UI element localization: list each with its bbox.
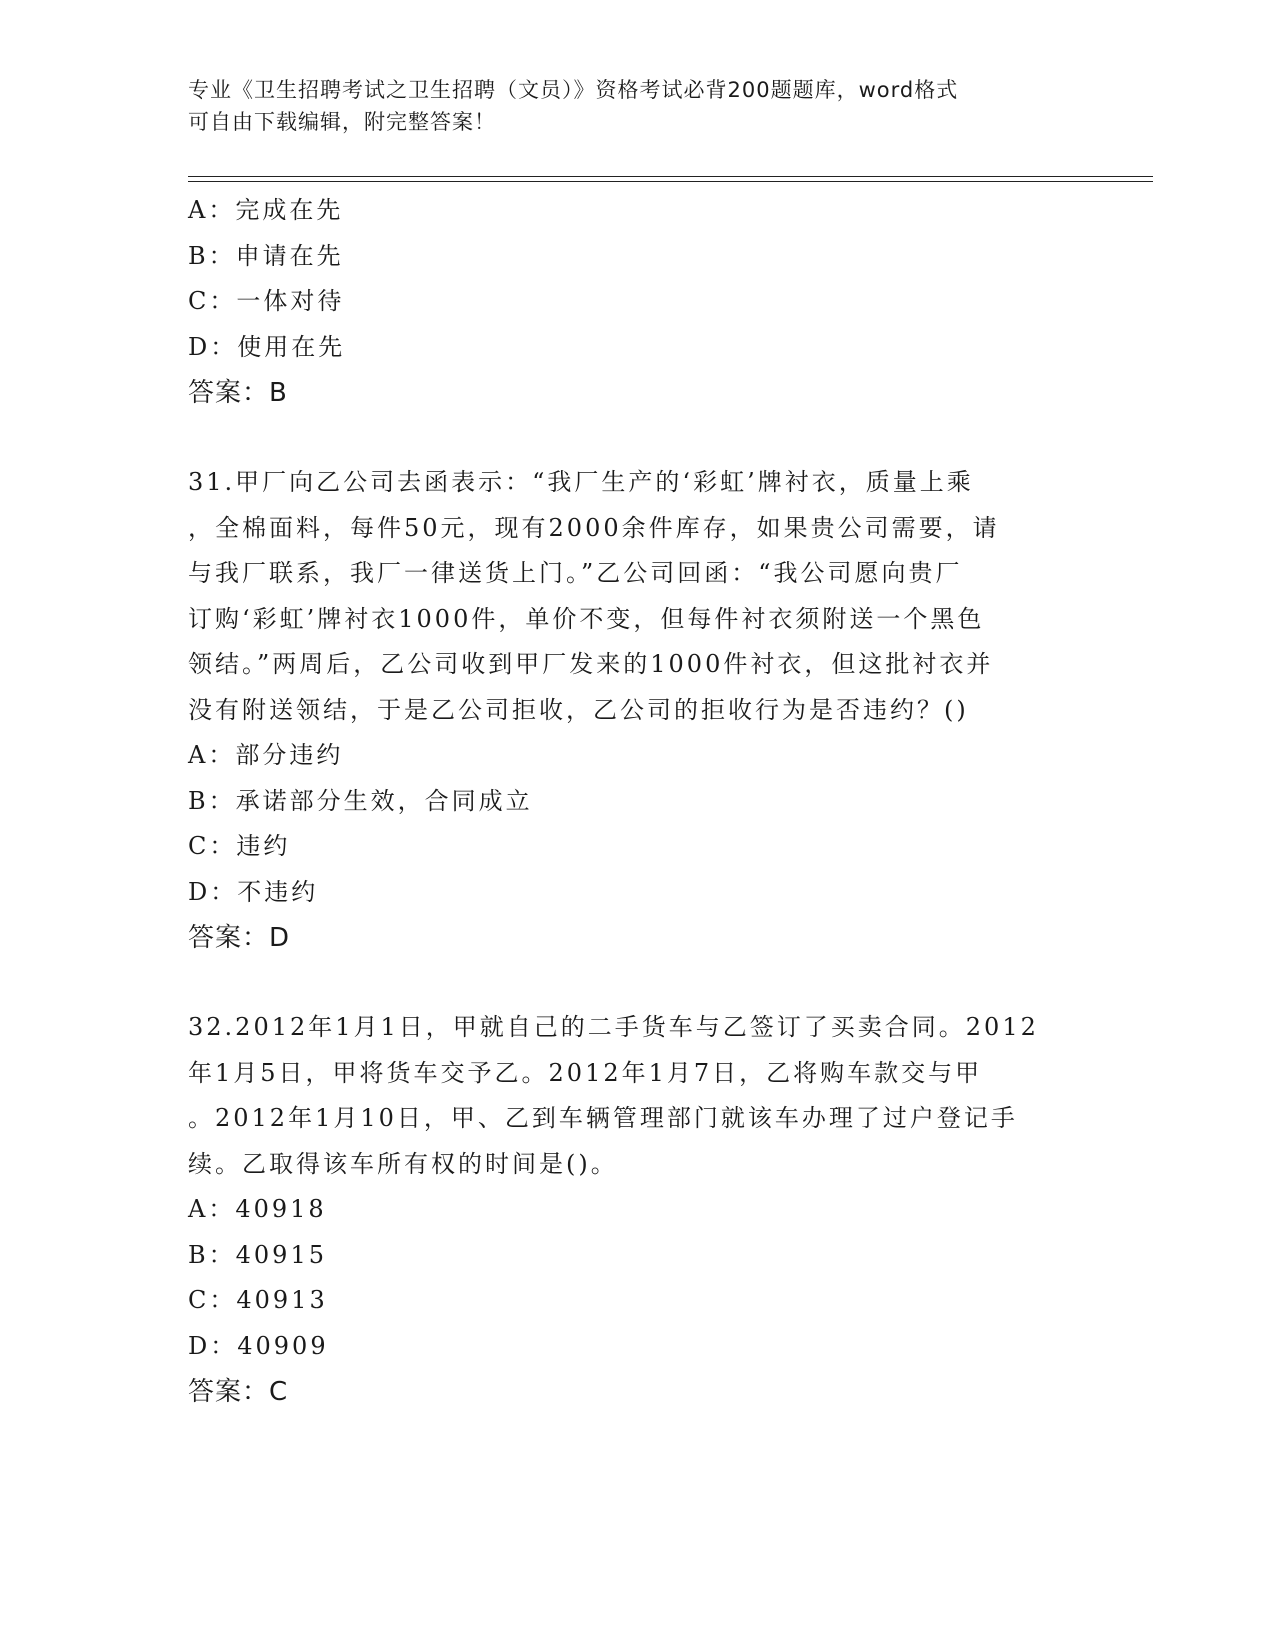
option-a: A：完成在先 [188,196,344,224]
document-body [188,188,1088,1415]
answer-line: 答案：D [188,923,291,953]
stem-line: 与我厂联系，我厂一律送货上门。”乙公司回函：“我公司愿向贵厂 [188,559,963,587]
option-b: B：申请在先 [188,241,344,270]
stem-line: 续。乙取得该车所有权的时间是()。 [188,1149,618,1178]
header-divider-top [188,176,1153,177]
answer-line: 答案：C [188,1377,289,1407]
header-divider-bottom [188,181,1153,182]
stem-line: 订购‘彩虹’牌衬衣1000件，单价不变，但每件衬衣须附送一个黑色 [188,604,985,633]
stem-line: 年1月5日，甲将货车交予乙。2012年1月7日，乙将购车款交与甲 [188,1058,983,1087]
option-a: A：40918 [188,1195,327,1223]
option-d: D：使用在先 [188,332,346,361]
option-c: C：40913 [188,1286,328,1314]
question-stem [188,460,1088,733]
stem-line: 31.甲厂向乙公司去函表示：“我厂生产的‘彩虹’牌衬衣，质量上乘 [188,468,974,496]
question-32 [188,1005,1088,1415]
stem-line: 。2012年1月10日，甲、乙到车辆管理部门就该车办理了过户登记手 [188,1104,1018,1132]
option-b: B：承诺部分生效，合同成立 [188,786,533,815]
stem-line: 领结。”两周后，乙公司收到甲厂发来的1000件衬衣，但这批衬衣并 [188,650,994,678]
document-header [188,74,1088,138]
question-30-continuation [188,188,1088,416]
question-stem [188,1005,1088,1187]
option-d: D：40909 [188,1331,329,1360]
option-a: A：部分违约 [188,741,344,769]
header-line-2: 可自由下载编辑，附完整答案！ [188,110,496,134]
option-d: D：不违约 [188,877,319,906]
header-line-1: 专业《卫生招聘考试之卫生招聘（文员）》资格考试必背200题题库，word格式 [188,78,959,102]
stem-line: 没有附送领结，于是乙公司拒收，乙公司的拒收行为是否违约？() [188,695,969,724]
stem-line: 32.2012年1月1日，甲就自己的二手货车与乙签订了买卖合同。2012 [188,1013,1039,1041]
option-c: C：违约 [188,832,291,860]
answer-line: 答案：B [188,378,288,408]
question-31 [188,460,1088,961]
option-c: C：一体对待 [188,287,345,315]
option-b: B：40915 [188,1240,327,1269]
stem-line: ，全棉面料，每件50元，现有2000余件库存，如果贵公司需要，请 [188,513,1000,542]
